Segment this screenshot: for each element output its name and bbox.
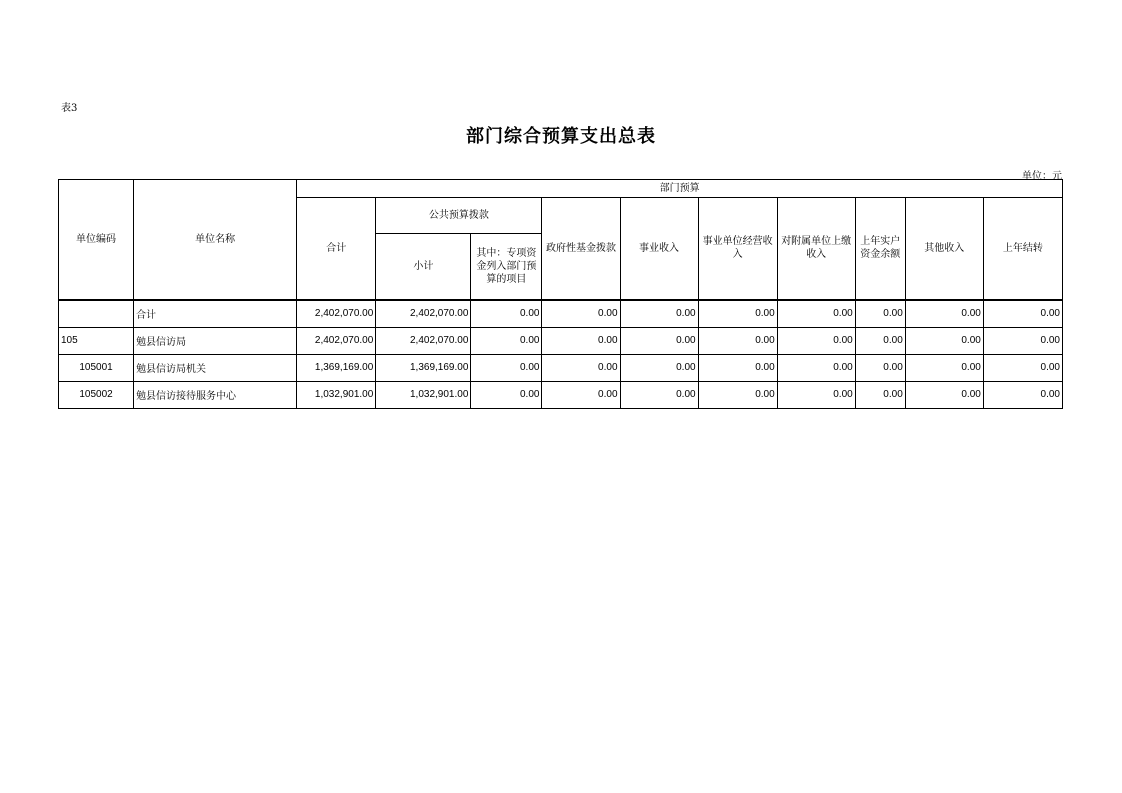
cell-last-year-balance: 0.00: [855, 300, 905, 328]
cell-special: 0.00: [471, 327, 542, 354]
cell-subordinate-income: 0.00: [777, 300, 855, 328]
table-row: [59, 354, 1063, 381]
row-code: 105001: [59, 354, 134, 381]
cell-special: 0.00: [471, 381, 542, 408]
cell-other-income: 0.00: [905, 327, 983, 354]
cell-business-unit-income: 0.00: [698, 354, 777, 381]
header-other-income: 其他收入: [905, 198, 983, 300]
budget-table: [58, 179, 1063, 409]
cell-special: 0.00: [471, 300, 542, 328]
cell-total: 1,032,901.00: [297, 381, 376, 408]
header-gov-fund: 政府性基金拨款: [542, 198, 620, 300]
header-total: 合计: [297, 198, 376, 300]
table-row: [59, 381, 1063, 408]
header-name: 单位名称: [134, 180, 297, 300]
row-name: 勉县信访局机关: [134, 354, 297, 381]
row-code: [59, 300, 134, 328]
cell-business-income: 0.00: [620, 327, 698, 354]
cell-subtotal: 2,402,070.00: [376, 327, 471, 354]
cell-total: 2,402,070.00: [297, 300, 376, 328]
cell-last-year-balance: 0.00: [855, 354, 905, 381]
cell-gov-fund: 0.00: [542, 381, 620, 408]
cell-subordinate-income: 0.00: [777, 381, 855, 408]
header-public-budget: 公共预算拨款: [376, 198, 542, 234]
cell-other-income: 0.00: [905, 354, 983, 381]
header-special: 其中：专项资金列入部门预算的项目: [471, 234, 542, 300]
cell-gov-fund: 0.00: [542, 300, 620, 328]
cell-business-income: 0.00: [620, 354, 698, 381]
header-subtotal: 小计: [376, 234, 471, 300]
table-number: 表3: [61, 103, 78, 114]
header-subordinate-income: 对附属单位上缴收入: [777, 198, 855, 300]
cell-last-year-balance: 0.00: [855, 327, 905, 354]
header-dept-budget: 部门预算: [297, 180, 1063, 198]
cell-subtotal: 1,032,901.00: [376, 381, 471, 408]
cell-total: 2,402,070.00: [297, 327, 376, 354]
cell-gov-fund: 0.00: [542, 327, 620, 354]
row-code: 105002: [59, 381, 134, 408]
table-row: [59, 327, 1063, 354]
row-name: 勉县信访局: [134, 327, 297, 354]
row-name: 勉县信访接待服务中心: [134, 381, 297, 408]
header-business-income: 事业收入: [620, 198, 698, 300]
cell-business-unit-income: 0.00: [698, 381, 777, 408]
header-code: 单位编码: [59, 180, 134, 300]
cell-other-income: 0.00: [905, 381, 983, 408]
cell-subordinate-income: 0.00: [777, 354, 855, 381]
cell-business-income: 0.00: [620, 300, 698, 328]
cell-last-year-carry: 0.00: [983, 327, 1062, 354]
cell-subtotal: 2,402,070.00: [376, 300, 471, 328]
cell-last-year-carry: 0.00: [983, 381, 1062, 408]
cell-last-year-balance: 0.00: [855, 381, 905, 408]
row-code: 105: [59, 327, 134, 354]
cell-other-income: 0.00: [905, 300, 983, 328]
page-title: 部门综合预算支出总表: [466, 126, 656, 147]
header-last-year-carry: 上年结转: [983, 198, 1062, 300]
cell-subtotal: 1,369,169.00: [376, 354, 471, 381]
cell-total: 1,369,169.00: [297, 354, 376, 381]
table-row: [59, 300, 1063, 328]
cell-business-income: 0.00: [620, 381, 698, 408]
cell-gov-fund: 0.00: [542, 354, 620, 381]
cell-business-unit-income: 0.00: [698, 327, 777, 354]
unit-label: 单位：元: [1022, 171, 1062, 182]
cell-business-unit-income: 0.00: [698, 300, 777, 328]
cell-special: 0.00: [471, 354, 542, 381]
row-name: 合计: [134, 300, 297, 328]
cell-subordinate-income: 0.00: [777, 327, 855, 354]
header-business-unit-income: 事业单位经营收入: [698, 198, 777, 300]
cell-last-year-carry: 0.00: [983, 300, 1062, 328]
cell-last-year-carry: 0.00: [983, 354, 1062, 381]
header-last-year-balance: 上年实户资金余额: [855, 198, 905, 300]
